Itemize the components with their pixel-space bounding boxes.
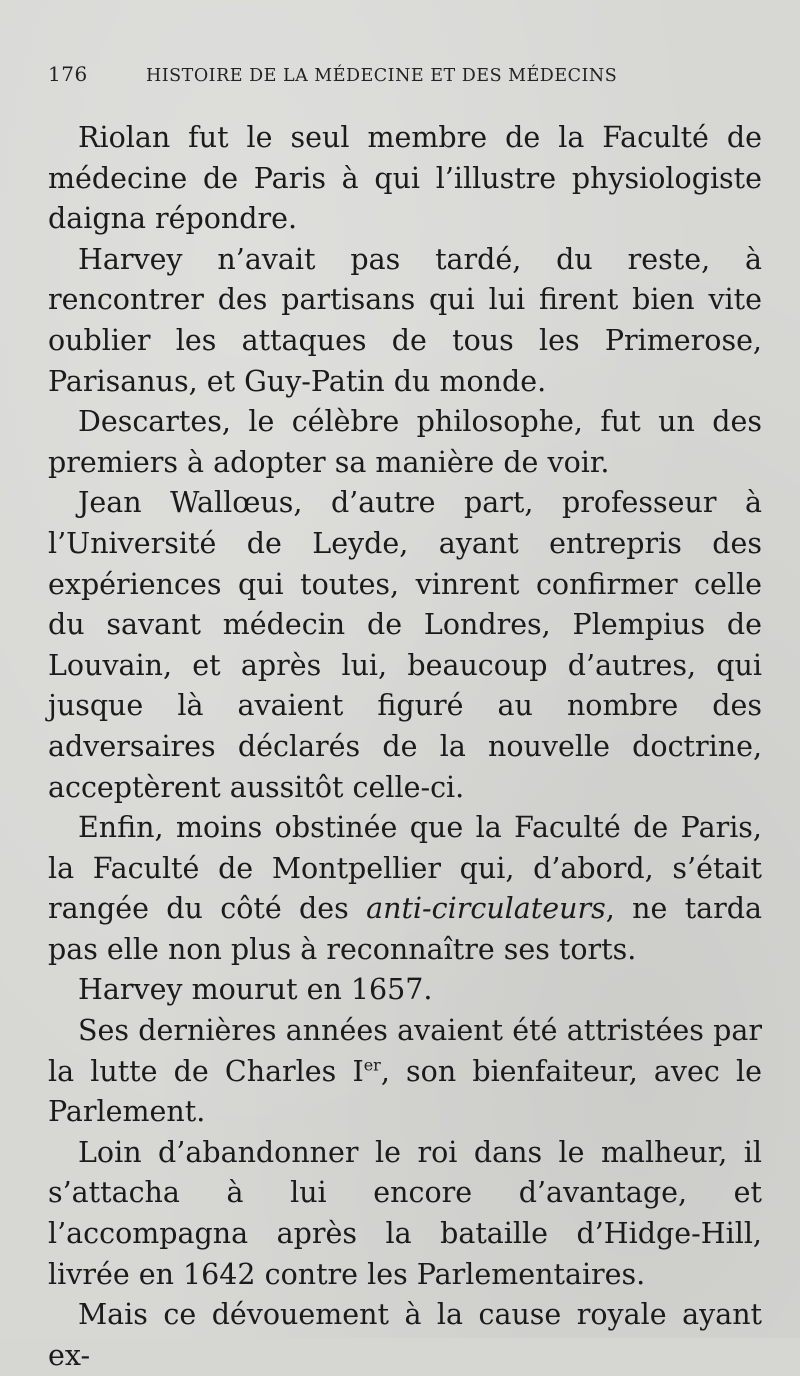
ordinal-superscript: er xyxy=(363,1055,381,1075)
paragraph: Riolan fut le seul membre de la Faculté de médecine de Paris à qui l’illustre physiologiste daigna répondre. xyxy=(48,121,762,236)
running-title: HISTOIRE DE LA MÉDECINE ET DES MÉDECINS xyxy=(146,66,618,86)
body-text xyxy=(48,118,762,1376)
paragraph: Harvey n’avait pas tardé, du reste, à rencontrer des partisans qui lui firent bien vite oublier les attaques de tous les Primerose, Parisanus, et Guy-Patin du monde. xyxy=(48,242,762,398)
italic-term: anti-circulateurs xyxy=(366,892,606,926)
paragraph: Jean Wallœus, d’autre part, professeur à l’Université de Leyde, ayant entrepris des expériences qui toutes, vinrent confirmer celle du savant médecin de Londres, Plempius de Louvain, et après lui, beaucoup d’autres, qui jusque là avaient figuré au nombre des adversaires déclarés de la nouvelle doctrine, acceptèrent aussitôt celle-ci. xyxy=(48,486,762,804)
paragraph-text: , ne tarda pas elle non plus à reconnaître ses torts. xyxy=(48,892,762,966)
paragraph-text: , son bienfaiteur, avec le Parlement. xyxy=(48,1054,762,1129)
paragraph xyxy=(48,1011,762,1133)
paragraph-text: Enfin, moins obstinée que la Faculté de Paris, la Faculté de Montpellier qui, d’abord, s’était rangée du côté des xyxy=(48,811,762,926)
paragraph xyxy=(48,808,762,970)
page-header xyxy=(48,62,762,106)
paragraph: Loin d’abandonner le roi dans le malheur, il s’attacha à lui encore d’avantage, et l’accompagna après la bataille d’Hidge-Hill, livrée en 1642 contre les Parlementaires. xyxy=(48,1135,762,1291)
paragraph: Descartes, le célèbre philosophe, fut un des premiers à adopter sa manière de voir. xyxy=(48,405,762,479)
paragraph-text: Ses dernières années avaient été attristées par la lutte de Charles I xyxy=(48,1014,762,1088)
paragraph: Mais ce dévouement à la cause royale ayant ex- xyxy=(48,1298,762,1372)
page-number: 176 xyxy=(48,62,88,86)
paragraph: Harvey mourut en 1657. xyxy=(78,973,433,1007)
